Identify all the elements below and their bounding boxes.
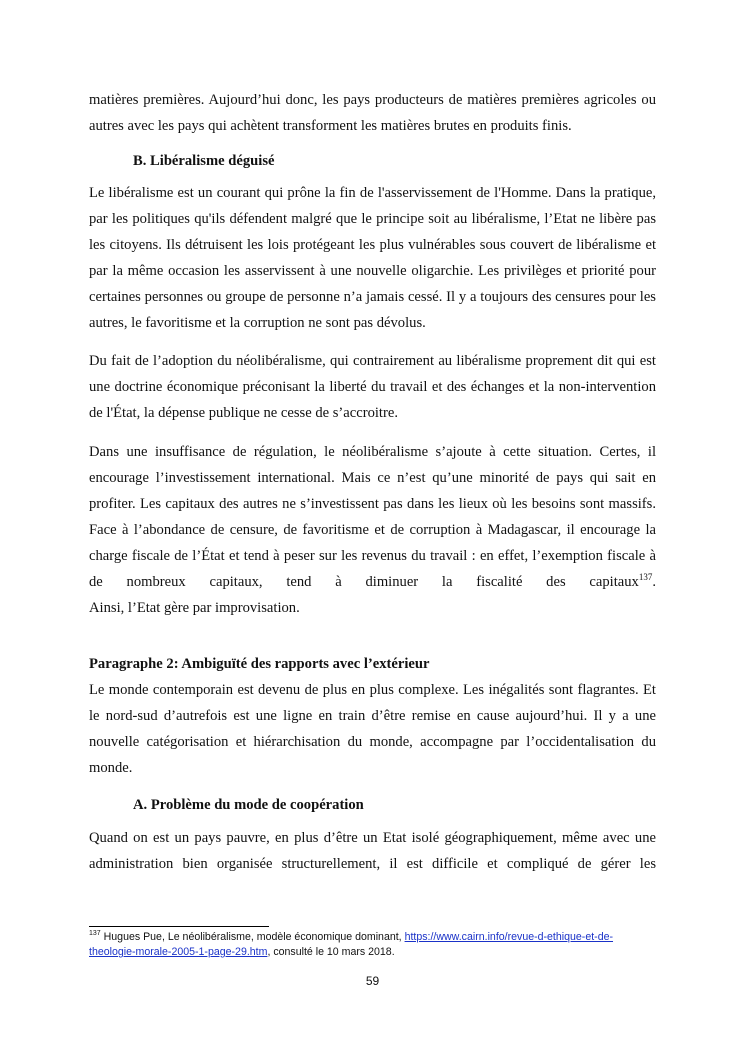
paragraph-regulation-end: .: [652, 574, 656, 590]
subheading-probleme-cooperation: A. Problème du mode de coopération: [133, 797, 364, 813]
paragraph-block-1: [89, 180, 656, 336]
paragraph-pays-pauvre: Quand on est un pays pauvre, en plus d’être un Etat isolé géographiquement, même avec une administration bien organisée structurellement, il est difficile et compliqué de gérer les: [89, 830, 656, 872]
paragraph-liberalisme: Le libéralisme est un courant qui prône la fin de l'asservissement de l'Homme. Dans la pratique, par les politiques qu'ils défendent malgré que le principe soit au libéralisme, l’Etat ne libère pas les citoyens. Ils détruisent les lois protégeant les plus vulnérables sous couvert de libéralisme et par la même occasion les asservissent à une nouvelle oligarchie. Les privilèges et priorité pour certaines personnes ou groupe de personne n’a jamais cessé. Il y a toujours des censures pour les autres, le favoritisme et la corruption ne sont pas dévolus.: [89, 185, 656, 331]
paragraph-block-5: [89, 825, 656, 877]
section-a-block: [89, 792, 656, 818]
paragraph-block-2: [89, 348, 656, 426]
footnote-number: 137: [89, 930, 101, 937]
paragraph-continuation: matières premières. Aujourd’hui donc, les pays producteurs de matières premières agricoles ou autres avec les pays qui achètent transforment les matières brutes en produits finis.: [89, 92, 656, 134]
section-b-block: [89, 148, 656, 174]
paragraph-regulation-last-line: Ainsi, l’Etat gère par improvisation.: [89, 600, 300, 616]
body-text: [89, 87, 656, 139]
paragraph-neoliberalisme: Du fait de l’adoption du néolibéralisme, qui contrairement au libéralisme proprement dit qui est une doctrine économique préconisant la liberté du travail et des échanges et la non-intervention de l'État, la dépense publique ne cesse de s’accroitre.: [89, 353, 656, 421]
paragraph-monde-contemporain: Le monde contemporain est devenu de plus en plus complexe. Les inégalités sont flagrantes. Et le nord-sud d’autrefois est une ligne en train d’être remise en cause aujourd’hui. Il y a une nouvelle catégorisation et hiérarchisation du monde, accompagne par l’occidentalisation du monde.: [89, 682, 656, 776]
paragraph-block-4: [89, 651, 656, 781]
paragraph-block-3: [89, 439, 656, 621]
page-number: 59: [365, 974, 380, 988]
footnote: [89, 930, 656, 960]
paragraph-heading-ambiguite: Paragraphe 2: Ambiguïté des rapports avec l’extérieur: [89, 656, 430, 672]
paragraph-regulation-text: Dans une insuffisance de régulation, le néolibéralisme s’ajoute à cette situation. Certes, il encourage l’investissement international. Mais ce n’est qu’une minorité de pays qui sait en profiter. Les capitaux des autres ne s’investissent pas dans les lieux où les besoins sont massifs. Face à l’abondance de censure, de favoritisme et de corruption à Madagascar, il encourage la charge fiscale de l’État et tend à peser sur les revenus du travail : en effet, l’exemption fiscale à de nombreux capitaux, tend à diminuer la fiscalité des capitaux: [89, 444, 656, 590]
footnote-text: Hugues Pue, Le néolibéralisme, modèle économique dominant,: [100, 931, 405, 943]
footnote-reference[interactable]: 137: [638, 572, 653, 582]
footnote-separator: [89, 926, 269, 927]
paragraph-regulation: [89, 439, 656, 595]
subheading-liberalisme-deguise: B. Libéralisme déguisé: [133, 153, 275, 169]
footnote-text-end: , consulté le 10 mars 2018.: [267, 946, 395, 958]
footnote-link[interactable]: https://www.cairn.info/revue-d-ethique-et-de-theologie-morale-2005-1-page-29.htm: [89, 931, 614, 958]
